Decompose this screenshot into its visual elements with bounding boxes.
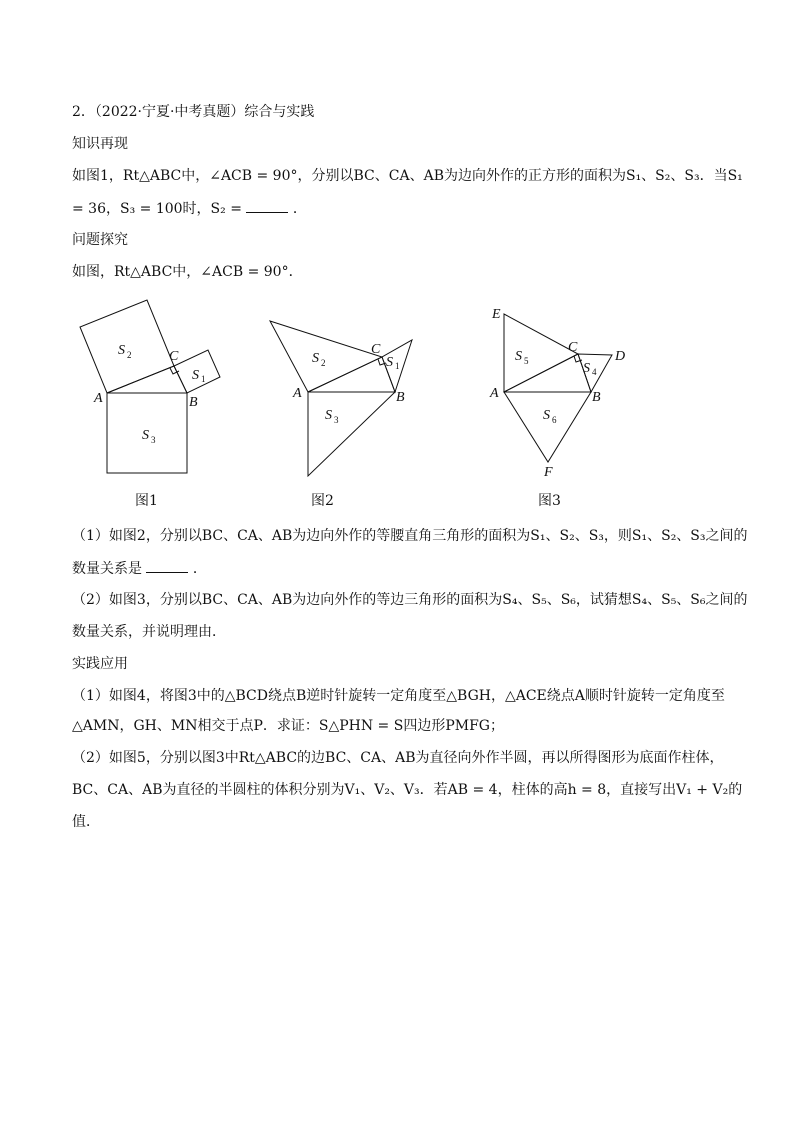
- knowledge-text-line2: [72, 198, 307, 219]
- section-knowledge-title: 知识再现: [72, 136, 128, 152]
- fig1-label-s1-sub: 1: [201, 374, 206, 384]
- fig1-label-s2-sub: 2: [127, 350, 132, 360]
- fig3-equilateral-ab: [504, 392, 591, 462]
- a2-line2: BC、CA、AB为直径的半圆柱的体积分别为V₁、V₂、V₃．若AB = 4，柱体的高h = 8，直接写出V₁ + V₂的: [72, 782, 743, 798]
- fig2-label-a: A: [293, 386, 302, 401]
- q1-line1: （1）如图2，分别以BC、CA、AB为边向外作的等腰直角三角形的面积为S₁、S₂、S₃，则S₁、S₂、S₃之间的: [72, 528, 748, 544]
- a1-line1: （1）如图4，将图3中的△BCD绕点B逆时针旋转一定角度至△BGH，△ACE绕点A顺时针旋转一定角度至: [72, 688, 725, 704]
- fig3-label-f: F: [544, 465, 553, 480]
- fig1-triangle: [107, 366, 187, 393]
- q1-line2b: ．: [192, 561, 207, 577]
- fig3-label-s4-sub: 4: [592, 367, 597, 377]
- knowledge-text-line1: 如图1，Rt△ABC中，∠ACB = 90°，分别以BC、CA、AB为边向外作的正方形的面积为S₁、S₂、S₃．当S₁: [72, 168, 743, 184]
- fig1-label-c: C: [169, 349, 179, 364]
- fig3-label-c: C: [568, 340, 578, 355]
- figure-3-labels: [489, 307, 625, 480]
- answer-blank-s2: [246, 198, 288, 213]
- explore-intro: 如图，Rt△ABC中，∠ACB = 90°．: [72, 264, 303, 280]
- fig2-isosceles-ac: [270, 321, 382, 392]
- knowledge-text-line2a: = 36，S₃ = 100时，S₂ =: [72, 201, 242, 217]
- answer-blank-relation: [146, 558, 188, 573]
- figure-2: [270, 321, 412, 476]
- a1-line2: △AMN，GH、MN相交于点P．求证：S△PHN = S四边形PMFG；: [72, 718, 504, 734]
- fig1-label-b: B: [189, 395, 198, 410]
- fig2-isosceles-ab: [308, 392, 395, 476]
- section-explore-title: 问题探究: [72, 232, 128, 248]
- knowledge-text-line2b: ．: [292, 201, 307, 217]
- fig1-label-s1: S: [192, 368, 199, 383]
- figures-area: [60, 292, 660, 492]
- problem-header: 2．（2022·宁夏·中考真题）综合与实践: [72, 104, 315, 120]
- fig2-label-s1: S: [386, 355, 393, 370]
- q2-line1: （2）如图3，分别以BC、CA、AB为边向外作的等边三角形的面积为S₄、S₅、S₆，试猜想S₄、S₅、S₆之间的: [72, 592, 748, 608]
- fig3-label-s6: S: [543, 408, 550, 423]
- fig2-label-s1-sub: 1: [395, 361, 400, 371]
- fig2-label-s3: S: [325, 408, 332, 423]
- a2-line1: （2）如图5，分别以图3中Rt△ABC的边BC、CA、AB为直径向外作半圆，再以所得图形为底面作柱体，: [72, 750, 724, 766]
- figure-3: [504, 314, 612, 462]
- fig3-label-a: A: [490, 386, 499, 401]
- fig1-square-ac: [80, 300, 174, 393]
- q2-line2: 数量关系，并说明理由．: [72, 624, 226, 640]
- fig3-label-e: E: [492, 307, 501, 322]
- fig1-label-a: A: [94, 391, 103, 406]
- figure-1: [80, 300, 220, 473]
- fig2-label-s2: S: [312, 351, 319, 366]
- fig1-label-s3-sub: 3: [151, 435, 156, 445]
- fig1-label-s2: S: [118, 343, 125, 358]
- fig1-label-s3: S: [142, 428, 149, 443]
- fig2-label-s3-sub: 3: [334, 415, 339, 425]
- fig2-label-c: C: [371, 342, 381, 357]
- fig3-label-s4: S: [583, 361, 590, 376]
- fig3-label-d: D: [615, 349, 626, 364]
- fig1-caption: 图1: [135, 493, 158, 509]
- a2-line3: 值．: [72, 814, 100, 830]
- section-practice-title: 实践应用: [72, 656, 128, 672]
- fig3-label-s5: S: [515, 349, 522, 364]
- fig3-label-b: B: [592, 390, 601, 405]
- q1-line2: [72, 558, 207, 579]
- figure-2-labels: [292, 342, 405, 425]
- fig2-label-b: B: [396, 390, 405, 405]
- figure-1-labels: [93, 343, 206, 445]
- fig2-label-s2-sub: 2: [321, 358, 326, 368]
- q1-line2a: 数量关系是: [72, 561, 142, 577]
- fig3-label-s5-sub: 5: [524, 356, 529, 366]
- fig3-label-s6-sub: 6: [552, 415, 557, 425]
- fig2-caption: 图2: [311, 493, 334, 509]
- fig3-caption: 图3: [538, 493, 561, 509]
